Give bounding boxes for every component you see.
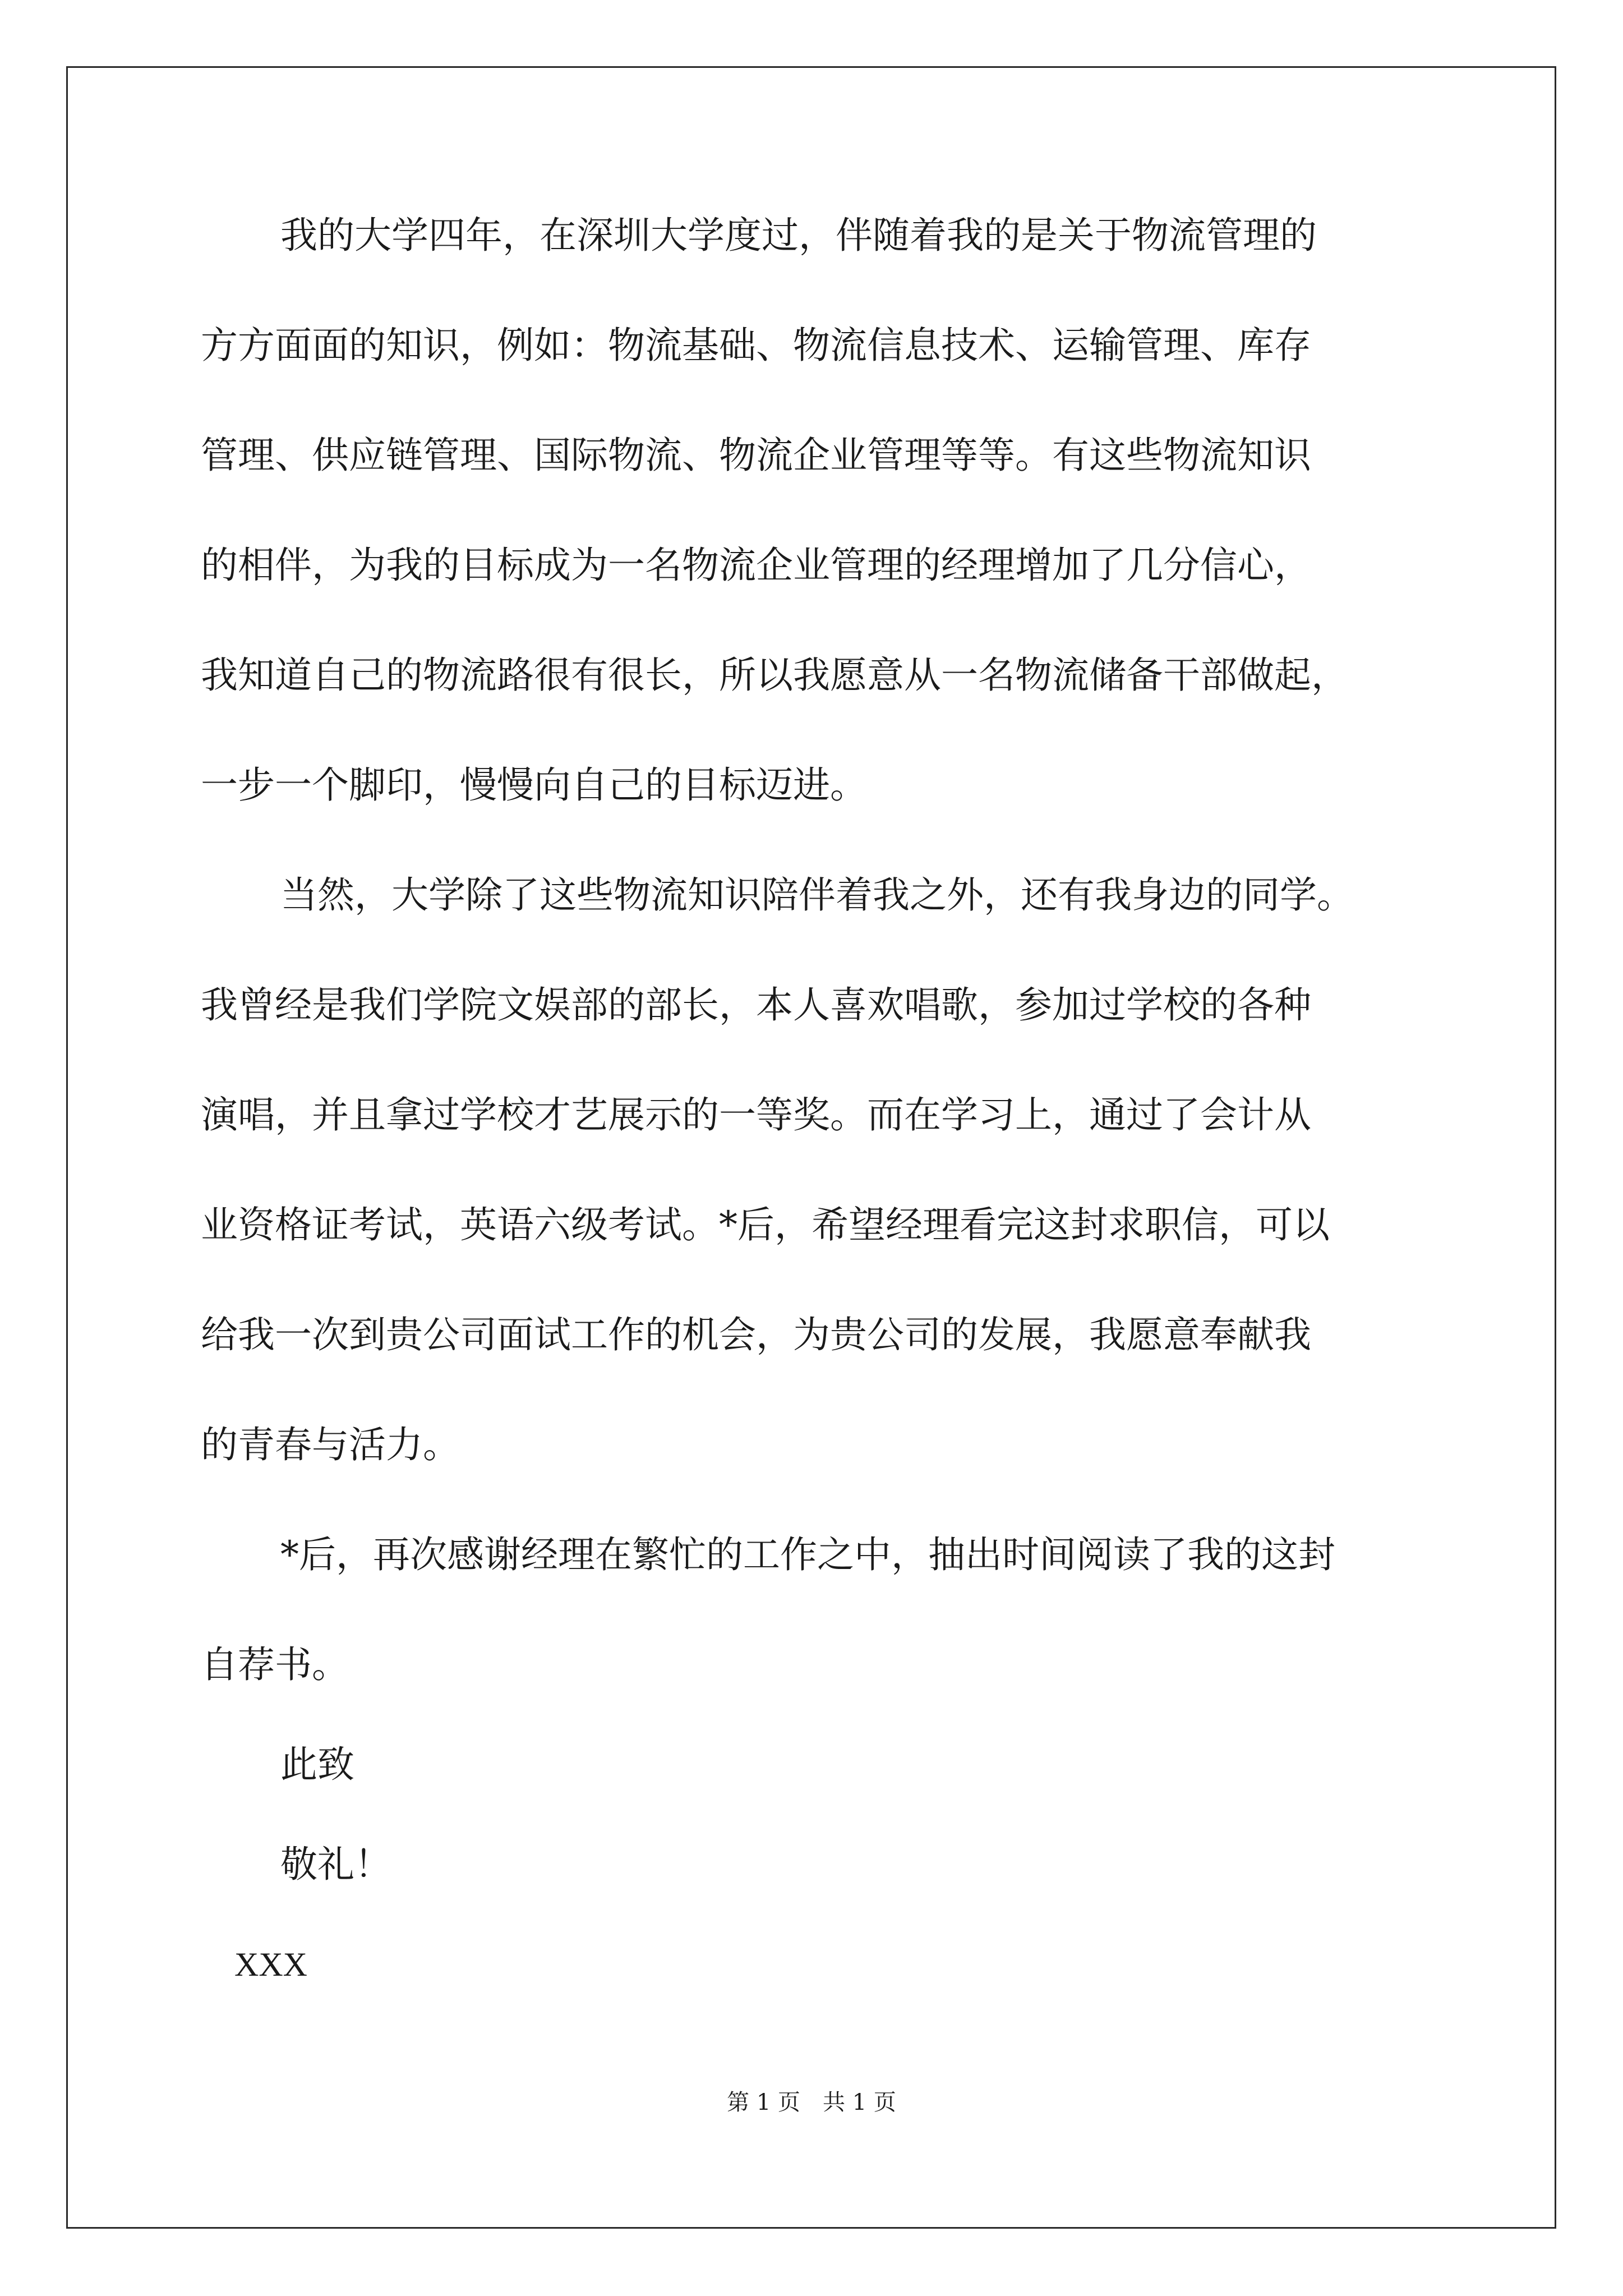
paragraph-3-line-2: 自荐书。 <box>201 1643 349 1686</box>
paragraph-2-line-1: 当然，大学除了这些物流知识陪伴着我之外，还有我身边的同学。 <box>280 873 1354 917</box>
paragraph-2-line-6: 的青春与活力。 <box>201 1423 460 1466</box>
paragraph-1-line-4: 的相伴，为我的目标成为一名物流企业管理的经理增加了几分信心， <box>201 544 1311 587</box>
paragraph-2-line-3: 演唱，并且拿过学校才艺展示的一等奖。而在学习上，通过了会计从 <box>201 1093 1311 1137</box>
paragraph-1-line-5: 我知道自己的物流路很有很长，所以我愿意从一名物流储备干部做起， <box>201 654 1348 697</box>
closing-salutation: 敬礼！ <box>280 1843 391 1886</box>
paragraph-1-line-6: 一步一个脚印，慢慢向自己的目标迈进。 <box>201 763 867 807</box>
paragraph-1-line-1: 我的大学四年，在深圳大学度过，伴随着我的是关于物流管理的 <box>280 214 1317 257</box>
signature: XXX <box>234 1946 307 1983</box>
paragraph-2-line-4: 业资格证考试，英语六级考试。*后，希望经理看完这封求职信，可以 <box>201 1203 1330 1246</box>
paragraph-3-line-1: *后，再次感谢经理在繁忙的工作之中，抽出时间阅读了我的这封 <box>280 1533 1335 1576</box>
paragraph-1-line-2: 方方面面的知识，例如：物流基础、物流信息技术、运输管理、库存 <box>201 324 1311 367</box>
closing-greeting: 此致 <box>280 1743 354 1786</box>
paragraph-1-line-3: 管理、供应链管理、国际物流、物流企业管理等等。有这些物流知识 <box>201 434 1311 477</box>
paragraph-2-line-2: 我曾经是我们学院文娱部的部长，本人喜欢唱歌，参加过学校的各种 <box>201 983 1311 1027</box>
page-number-footer: 第 1 页 共 1 页 <box>727 2090 896 2115</box>
paragraph-2-line-5: 给我一次到贵公司面试工作的机会，为贵公司的发展，我愿意奉献我 <box>201 1313 1311 1356</box>
